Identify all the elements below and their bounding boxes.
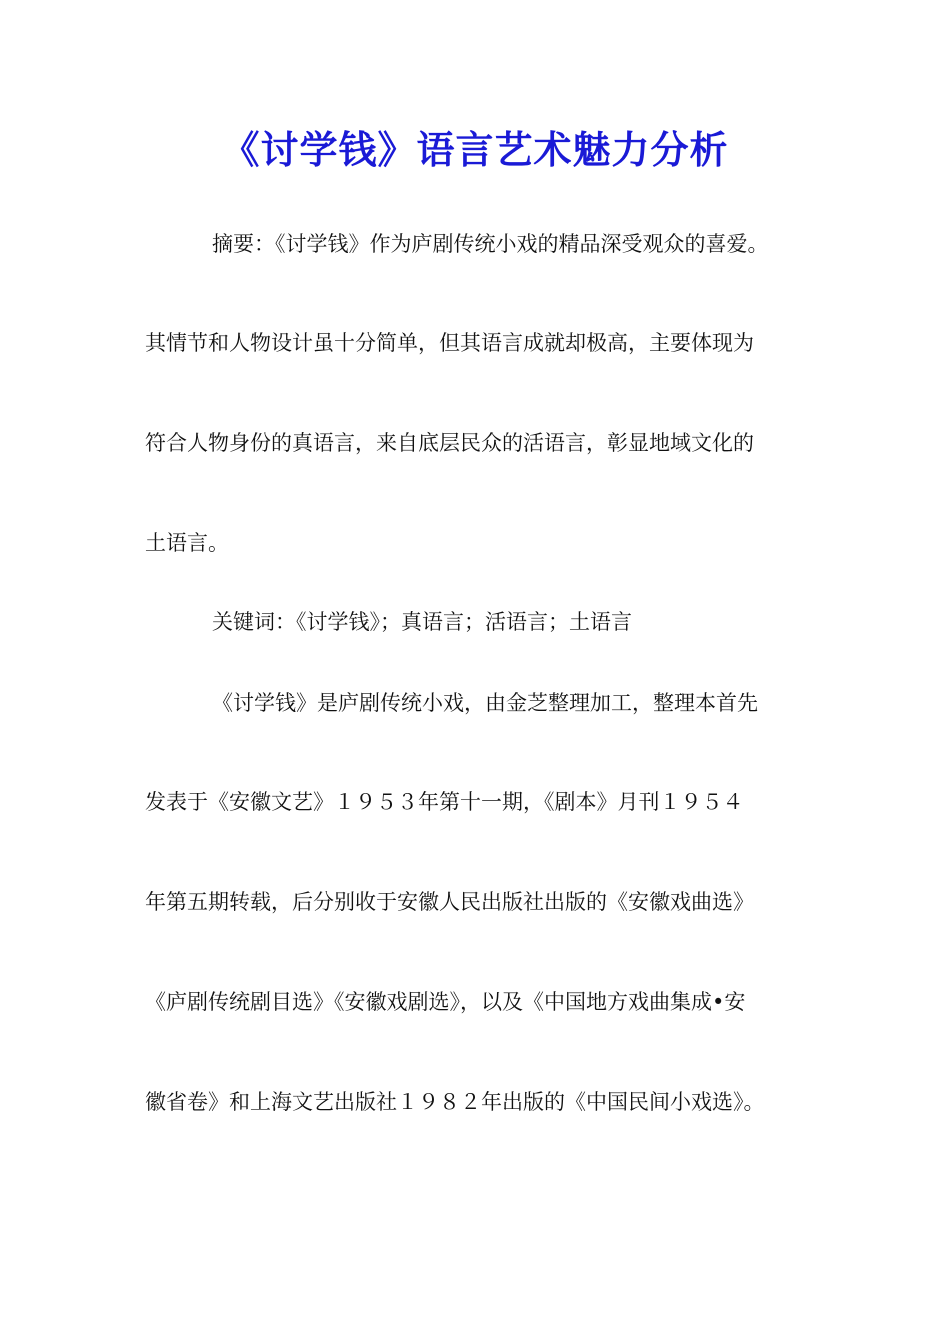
abstract-line-1: 摘要：《讨学钱》作为庐剧传统小戏的精品深受观众的喜爱。 xyxy=(212,232,769,256)
body-line-3: 年第五期转载，后分别收于安徽人民出版社出版的《安徽戏曲选》 xyxy=(145,890,754,914)
document-title: 《讨学钱》语言艺术魅力分析 xyxy=(221,128,729,172)
body-line-2: 发表于《安徽文艺》１９５３年第十一期，《剧本》月刊１９５４ xyxy=(145,790,744,814)
abstract-line-4: 土语言。 xyxy=(145,531,229,555)
abstract-line-3: 符合人物身份的真语言，来自底层民众的活语言，彰显地域文化的 xyxy=(145,431,754,455)
body-line-1: 《讨学钱》是庐剧传统小戏，由金芝整理加工，整理本首先 xyxy=(212,691,758,715)
abstract-line-2: 其情节和人物设计虽十分简单，但其语言成就却极高，主要体现为 xyxy=(145,331,754,355)
keywords-line: 关键词：《讨学钱》；真语言；活语言；土语言 xyxy=(212,610,632,634)
body-line-5: 徽省卷》和上海文艺出版社１９８２年出版的《中国民间小戏选》。 xyxy=(145,1090,765,1114)
body-line-4: 《庐剧传统剧目选》《安徽戏剧选》，以及《中国地方戏曲集成•安 xyxy=(145,990,746,1014)
